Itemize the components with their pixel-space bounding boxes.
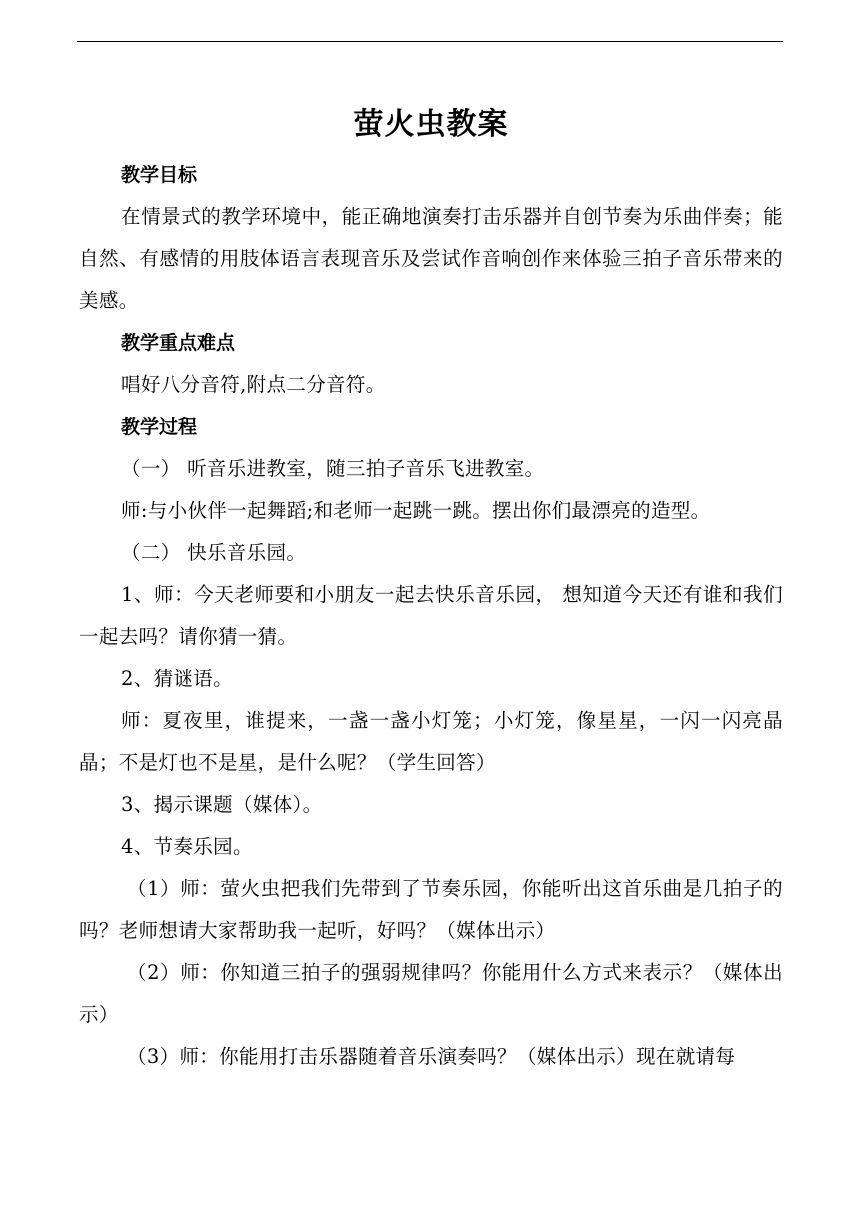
process-paragraph: 师:与小伙伴一起舞蹈;和老师一起跳一跳。摆出你们最漂亮的造型。 [121,499,711,522]
header-rule [77,41,783,42]
document-body [79,100,783,1078]
process-step-1: （一） 听音乐进教室，随三拍子音乐飞进教室。 [121,457,545,480]
process-paragraph: （3）师：你能用打击乐器随着音乐演奏吗？（媒体出示）现在就请每 [127,1045,736,1068]
process-step-2: （二） 快乐音乐园。 [121,541,307,564]
process-paragraph: 2、猜谜语。 [121,667,234,690]
section-heading-goal: 教学目标 [121,164,198,186]
section-heading-key-points: 教学重点难点 [121,332,236,354]
process-paragraph: 3、揭示课题（媒体）。 [121,793,323,816]
process-paragraph: 师：夏夜里，谁提来，一盏一盏小灯笼；小灯笼，像星星，一闪一闪亮晶晶；不是灯也不是星，是什么呢？（学生回答） [79,709,783,774]
goal-paragraph: 在情景式的教学环境中，能正确地演奏打击乐器并自创节奏为乐曲伴奏；能自然、有感情的用肢体语言表现音乐及尝试作音响创作来体验三拍子音乐带来的美感。 [79,205,783,312]
process-paragraph: 1、师：今天老师要和小朋友一起去快乐音乐园， 想知道今天还有谁和我们一起去吗？请你猜一猜。 [79,583,783,648]
key-points-paragraph: 唱好八分音符,附点二分音符。 [121,373,386,396]
process-paragraph: 4、节奏乐园。 [121,835,253,858]
process-paragraph: （2）师：你知道三拍子的强弱规律吗？你能用什么方式来表示？（媒体出示） [79,961,783,1026]
section-heading-process: 教学过程 [121,416,198,438]
document-title: 萤火虫教案 [353,107,509,142]
process-paragraph: （1）师：萤火虫把我们先带到了节奏乐园，你能听出这首乐曲是几拍子的吗？老师想请大家帮助我一起听，好吗？（媒体出示） [79,877,783,942]
